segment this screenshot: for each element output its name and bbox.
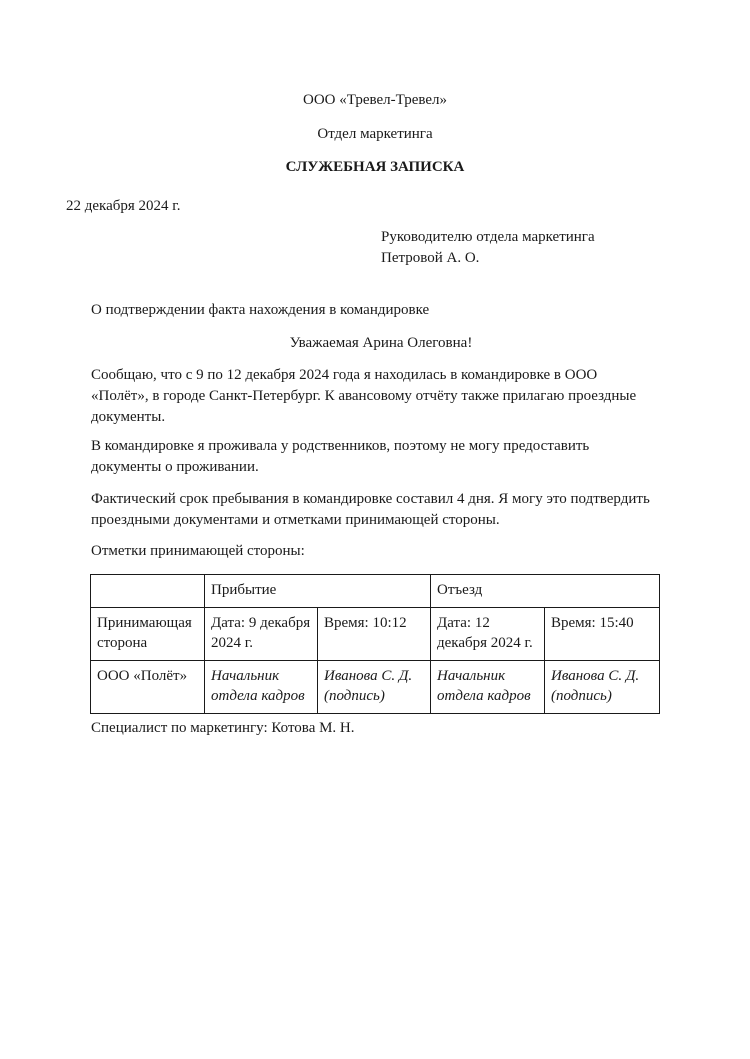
arrival-position-cell: Начальник отдела кадров — [205, 661, 318, 714]
departure-position-cell: Начальник отдела кадров — [431, 661, 545, 714]
host-org-cell: ООО «Полёт» — [91, 661, 205, 714]
arrival-signature-cell: Иванова С. Д. (подпись) — [318, 661, 431, 714]
departure-signature-cell: Иванова С. Д. (подпись) — [545, 661, 660, 714]
memo-subject: О подтверждении факта нахождения в командировке — [91, 302, 430, 318]
arrival-date-cell: Дата: 9 декабря 2024 г. — [205, 608, 318, 661]
addressee-block — [381, 227, 595, 269]
body-paragraph: В командировке я проживала у родственников, поэтому не могу предоставить документы о проживании. — [91, 438, 590, 475]
memo-date: 22 декабря 2024 г. — [66, 198, 181, 214]
body-paragraph: Сообщаю, что с 9 по 12 декабря 2024 года я находилась в командировке в ООО «Полёт», в городе Санкт-Петербург. К авансовому отчёту также прилагаю проездные документы. — [91, 367, 637, 425]
table-cell-empty — [91, 575, 205, 608]
arrival-time-cell: Время: 10:12 — [318, 608, 431, 661]
body-paragraph: Фактический срок пребывания в командировке составил 4 дня. Я могу это подтвердить проездными документами и отметками принимающей стороны. — [91, 491, 650, 528]
table-row — [91, 608, 660, 661]
greeting: Уважаемая Арина Олеговна! — [289, 335, 473, 351]
addressee-position: Руководителю отдела маркетинга — [381, 229, 595, 245]
table-caption: Отметки принимающей стороны: — [91, 543, 305, 559]
department-name: Отдел маркетинга — [317, 126, 433, 142]
company-name: ООО «Тревел-Тревел» — [302, 92, 448, 108]
host-marks-table — [90, 574, 660, 714]
host-label-cell: Принимающая сторона — [91, 608, 205, 661]
table-row — [91, 661, 660, 714]
departure-time-cell: Время: 15:40 — [545, 608, 660, 661]
departure-header: Отъезд — [431, 575, 660, 608]
arrival-header: Прибытие — [205, 575, 431, 608]
author-signature-line: Специалист по маркетингу: Котова М. Н. — [91, 720, 355, 736]
departure-date-cell: Дата: 12 декабря 2024 г. — [431, 608, 545, 661]
document-title: СЛУЖЕБНАЯ ЗАПИСКА — [285, 159, 465, 175]
table-row — [91, 575, 660, 608]
addressee-name: Петровой А. О. — [381, 250, 480, 266]
